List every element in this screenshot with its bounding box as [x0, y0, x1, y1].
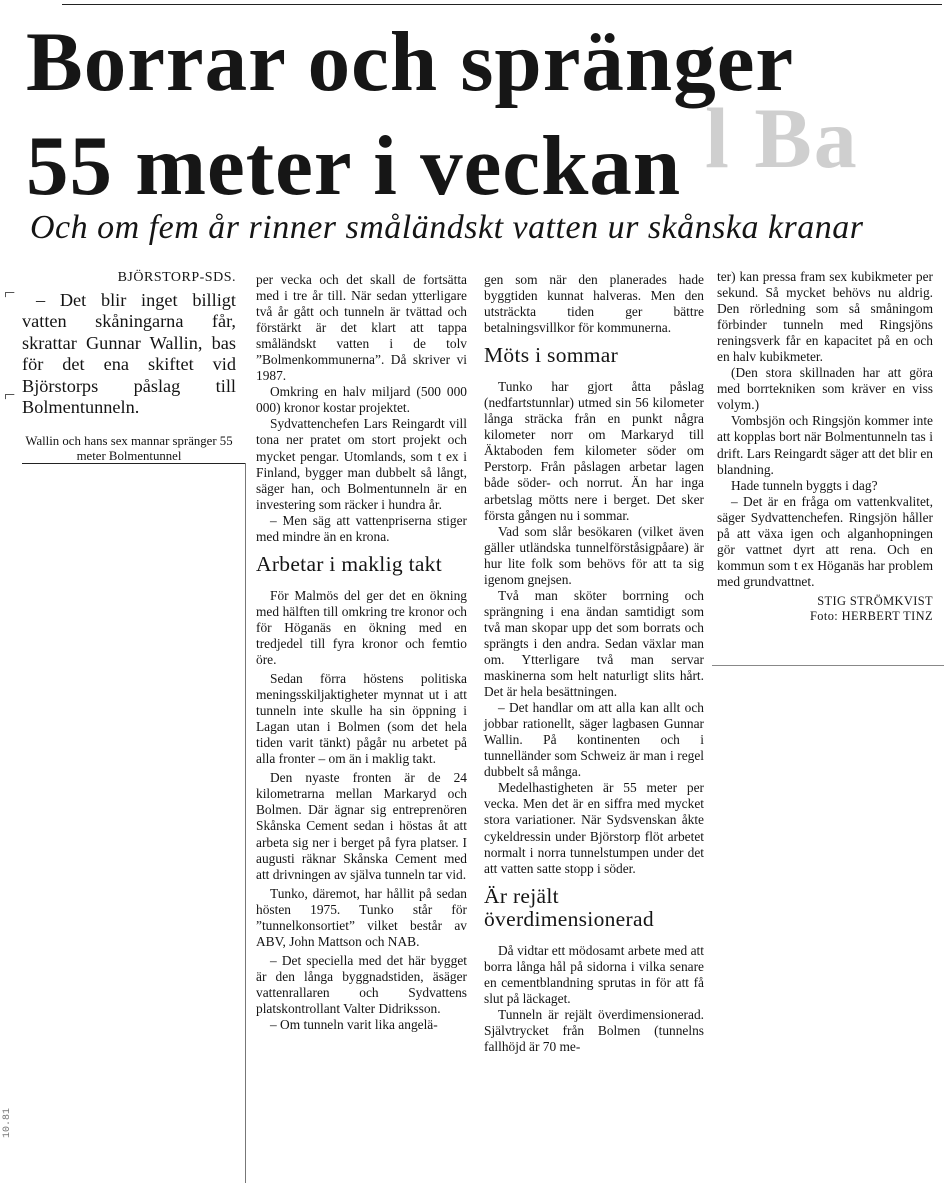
- photo-credit: Foto: HERBERT TINZ: [809, 609, 933, 624]
- column-1: [22, 270, 236, 464]
- body-paragraph: Sydvattenchefen Lars Reingardt vill tona ner pratet om stort projekt och mycket pengar. Utomlands, som t ex i Finland, bygger man dubbelt så långt, säger han, och Bolmentunneln är en investering som räcker i hundra år.: [256, 416, 467, 512]
- column-3: [484, 272, 704, 1055]
- body-paragraph: För Malmös del ger det en ökning med hälften till omkring tre kronor och för Höganäs en ökning med en tredjedel till fyra kronor och femtio öre.: [256, 587, 467, 667]
- body-paragraph: (Den stora skillnaden har att göra med borrtekniken som kräver en viss volym.): [717, 365, 933, 413]
- body-paragraph: Då vidtar ett mödosamt arbete med att borra långa hål på sidorna i vilka senare en cementblandning sprutas in för att få slut på läckaget.: [484, 942, 704, 1006]
- body-paragraph: – Det är en fråga om vattenkvalitet, säger Sydvattenchefen. Ringsjön håller på att växa igen och alganhopningen gör vattnet dyrt att rena. Och en kommun som t ex Höganäs har problem med grundvattnet.: [717, 493, 933, 589]
- body-paragraph: per vecka och det skall de fortsätta med i tre år till. När sedan ytterligare två år gått och tunneln är tvättad och förstärkt är det klart att tappa småländskt vatten i de tolv ”Bolmenkommunerna”. Då skriver vi 1987.: [256, 272, 467, 384]
- crosshead-arbetar: Arbetar i maklig takt: [256, 551, 443, 576]
- body-paragraph: ter) kan pressa fram sex kubikmeter per sekund. Så mycket behövs nu aldrig. Den rörledning som så småningom förbinder tunneln med Ringsjöns reningsverk får en kapacitet på en och en halv kubikmeter.: [717, 269, 933, 365]
- byline-rule: [712, 665, 944, 666]
- margin-note: 10.81: [2, 1107, 13, 1138]
- body-paragraph: Vombsjön och Ringsjön kommer inte att kopplas bort när Bolmentunneln tas i drift. Lars Reingardt säger att det blir en blandning.: [717, 413, 933, 477]
- top-rule: [62, 4, 942, 5]
- caption-rule: [22, 463, 246, 464]
- crosshead-overdimensionerad: Är rejält överdimensionerad: [484, 883, 654, 931]
- scan-artifact-mark: ⌐: [4, 282, 16, 304]
- lead-paragraph: – Det blir inget billigt vatten skåningarna får, skrattar Gunnar Wallin, bas för det ena skiftet vid Björstorps påslag till Bolmentunneln.: [22, 290, 236, 418]
- body-paragraph: – Men säg att vattenpriserna stiger med mindre än en krona.: [256, 512, 467, 544]
- headline-line-2: 55 meter i veckan: [26, 119, 682, 213]
- headline: [26, 10, 926, 218]
- bleed-through-glyphs: l Ba: [705, 90, 859, 186]
- body-paragraph: – Det speciella med det här bygget är den långa byggnadstiden, äsäger vattenrallaren och Sydvattens platskontrollant Valter Didriksson.: [256, 952, 467, 1016]
- headline-line-1: Borrar och spränger: [26, 15, 795, 109]
- byline: STIG STRÖMKVIST: [817, 593, 933, 608]
- body-paragraph: – Om tunneln varit lika angelä-: [270, 1017, 438, 1033]
- subheadline: Och om fem år rinner småländskt vatten ur skånska kranar: [30, 209, 864, 246]
- body-paragraph: Två man sköter borrning och sprängning i ena ändan samtidigt som två man skopar upp det som borrats och sprängts i den andra. Sedan växlar man om. Ytterligare två man servar maskinerna som helt naturligt slits hårt. Det är hela besättningen.: [484, 587, 704, 700]
- body-paragraph: Omkring en halv miljard (500 000 000) kronor kostar projektet.: [256, 384, 467, 416]
- body-paragraph: – Det handlar om att alla kan allt och jobbar rationellt, säger lagbasen Gunnar Wallin. På kontinenten och i tunnelländer som Schweiz är man i regel dubbelt så många.: [484, 700, 704, 780]
- photo-caption: Wallin och hans sex mannar spränger 55 meter Bolmentunnel: [25, 434, 233, 464]
- column-divider: [245, 463, 246, 1183]
- body-paragraph: Den nyaste fronten är de 24 kilometrarna mellan Markaryd och Bolmen. Där ägnar sig entreprenören Skånska Cement sedan i höstas åt att arbeta sig ner i berget på fyra platser. I augusti räknar Skånska Cement med att drivningen av själva tunneln tar vid.: [256, 770, 467, 882]
- body-paragraph: Vad som slår besökaren (vilket även gäller utländska tunnelförståsigpåare) är hur lite folk som behövs för att ta sig igenom gnejsen.: [484, 523, 704, 587]
- body-paragraph: Tunneln är rejält överdimensionerad. Självtrycket från Bolmen (tunnelns fallhöjd är 70 me-: [484, 1006, 704, 1054]
- body-paragraph: Sedan förra höstens politiska meningsskiljaktigheter mynnat ut i att tunneln inte skulle ha sin öppning i Lagan utan i Bolmen (som det hela tiden varit tänkt) pågår nu arbetet på alla fronter – om än i maklig takt.: [256, 671, 467, 767]
- body-paragraph: Hade tunneln byggts i dag?: [731, 477, 878, 493]
- column-2: [256, 272, 467, 1033]
- dateline: BJÖRSTORP-SDS.: [117, 270, 236, 285]
- column-4: [717, 269, 933, 625]
- body-paragraph: Tunko har gjort åtta påslag (nedfartstunnlar) utmed sin 56 kilometer långa sträcka från en punkt några kilometer norr om Markaryd till Äktaboden fem kilometer söder om Perstorp. Från påslagen arbetar lagen både söder- och norrut. Än har inga arbetslag mötts nere i berget. Det sker första gången nu i sommar.: [484, 379, 704, 523]
- crosshead-mots: Möts i sommar: [484, 343, 619, 368]
- scan-artifact-mark: ⌐: [4, 384, 16, 406]
- body-paragraph: Medelhastigheten är 55 meter per vecka. Men det är en siffra med mycket stora variationer. När Sydsvenskan åkte cykeldressin under Björstorp flöt arbetet normalt i norra tunnelstumpen under det att vatten satte stopp i söder.: [484, 780, 704, 876]
- body-paragraph: Tunko, däremot, har hållit på sedan hösten 1975. Tunko står för ”tunnelkonsortiet” vilket består av ABV, John Mattson och NAB.: [256, 885, 467, 949]
- body-paragraph: gen som när den planerades hade byggtiden kunnat halveras. Men den utsträckta tiden ger bättre betalningsvillkor för kommunerna.: [484, 272, 704, 336]
